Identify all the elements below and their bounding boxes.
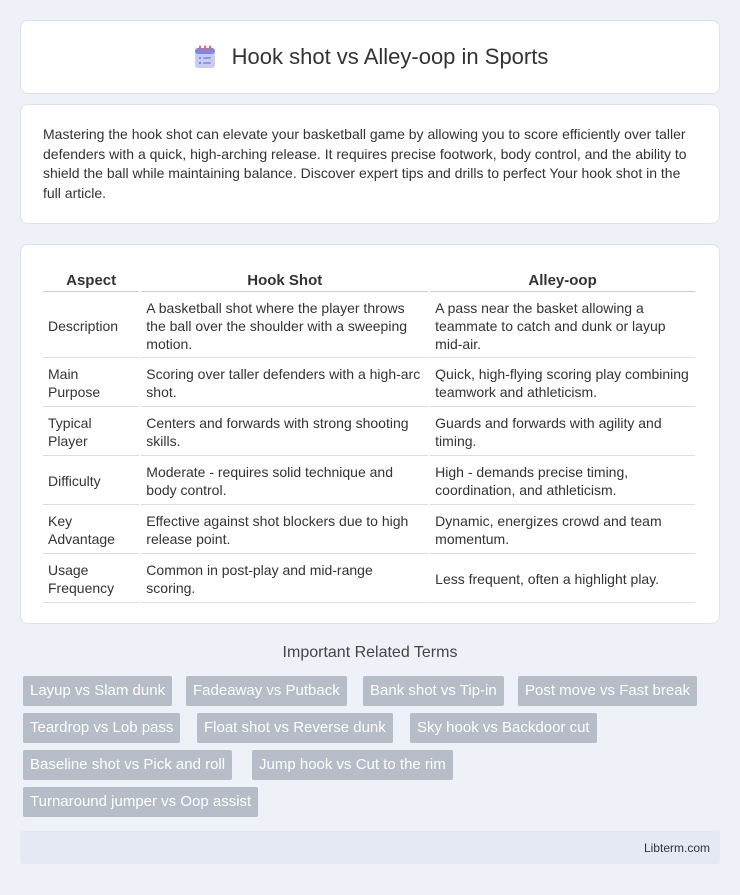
alley-oop-cell: Less frequent, often a highlight play. <box>430 556 695 603</box>
footer <box>20 831 720 864</box>
related-terms-title: Important Related Terms <box>282 644 458 661</box>
table-row <box>43 294 695 358</box>
related-tag-link[interactable]: Baseline shot vs Pick and roll <box>23 750 232 780</box>
footer-site-link[interactable]: Libterm.com <box>643 840 710 855</box>
related-tag-link[interactable]: Bank shot vs Tip-in <box>363 676 504 706</box>
related-tag-link[interactable]: Jump hook vs Cut to the rim <box>252 750 453 780</box>
table-row <box>43 507 695 554</box>
aspect-cell: Typical Player <box>43 409 139 456</box>
aspect-cell: Key Advantage <box>43 507 139 554</box>
hook-shot-cell: Scoring over taller defenders with a high-arc shot. <box>141 360 428 407</box>
related-tag-link[interactable]: Turnaround jumper vs Oop assist <box>23 787 258 817</box>
table-row <box>43 360 695 407</box>
table-row <box>43 458 695 505</box>
title-wrap <box>192 44 549 70</box>
header-card <box>20 20 720 94</box>
table-row <box>43 409 695 456</box>
comparison-table-card <box>20 244 720 624</box>
comparison-table <box>41 267 697 605</box>
related-tag-link[interactable]: Fadeaway vs Putback <box>186 676 347 706</box>
related-tag-link[interactable]: Post move vs Fast break <box>518 676 697 706</box>
hook-shot-cell: A basketball shot where the player throws the ball over the shoulder with a sweeping motion. <box>141 294 428 358</box>
alley-oop-cell: Quick, high-flying scoring play combining teamwork and athleticism. <box>430 360 695 407</box>
alley-oop-cell: Dynamic, energizes crowd and team momentum. <box>430 507 695 554</box>
notepad-icon <box>192 44 218 70</box>
hook-shot-cell: Moderate - requires solid technique and body control. <box>141 458 428 505</box>
header-alley-oop: Alley-oop <box>430 269 695 292</box>
page-title: Hook shot vs Alley-oop in Sports <box>231 44 549 69</box>
hook-shot-cell: Centers and forwards with strong shooting skills. <box>141 409 428 456</box>
table-row <box>43 556 695 603</box>
related-tag-link[interactable]: Sky hook vs Backdoor cut <box>410 713 597 743</box>
related-tag-link[interactable]: Layup vs Slam dunk <box>23 676 172 706</box>
aspect-cell: Usage Frequency <box>43 556 139 603</box>
aspect-cell: Difficulty <box>43 458 139 505</box>
header-aspect: Aspect <box>43 269 139 292</box>
intro-card <box>20 104 720 224</box>
alley-oop-cell: Guards and forwards with agility and timing. <box>430 409 695 456</box>
hook-shot-cell: Effective against shot blockers due to high release point. <box>141 507 428 554</box>
header-hook-shot: Hook Shot <box>141 269 428 292</box>
related-tag-link[interactable]: Teardrop vs Lob pass <box>23 713 180 743</box>
related-tag-link[interactable]: Float shot vs Reverse dunk <box>197 713 393 743</box>
hook-shot-cell: Common in post-play and mid-range scoring. <box>141 556 428 603</box>
aspect-cell: Description <box>43 294 139 358</box>
alley-oop-cell: A pass near the basket allowing a teammate to catch and dunk or layup mid-air. <box>430 294 695 358</box>
intro-text: Mastering the hook shot can elevate your basketball game by allowing you to score efficiently over taller defenders with a quick, high-arching release. It requires precise footwork, body control, and the ability to shield the ball while maintaining balance. Discover expert tips and drills to perfect Your hook shot in the full article. <box>43 126 687 201</box>
alley-oop-cell: High - demands precise timing, coordination, and athleticism. <box>430 458 695 505</box>
aspect-cell: Main Purpose <box>43 360 139 407</box>
table-header-row <box>43 269 695 292</box>
